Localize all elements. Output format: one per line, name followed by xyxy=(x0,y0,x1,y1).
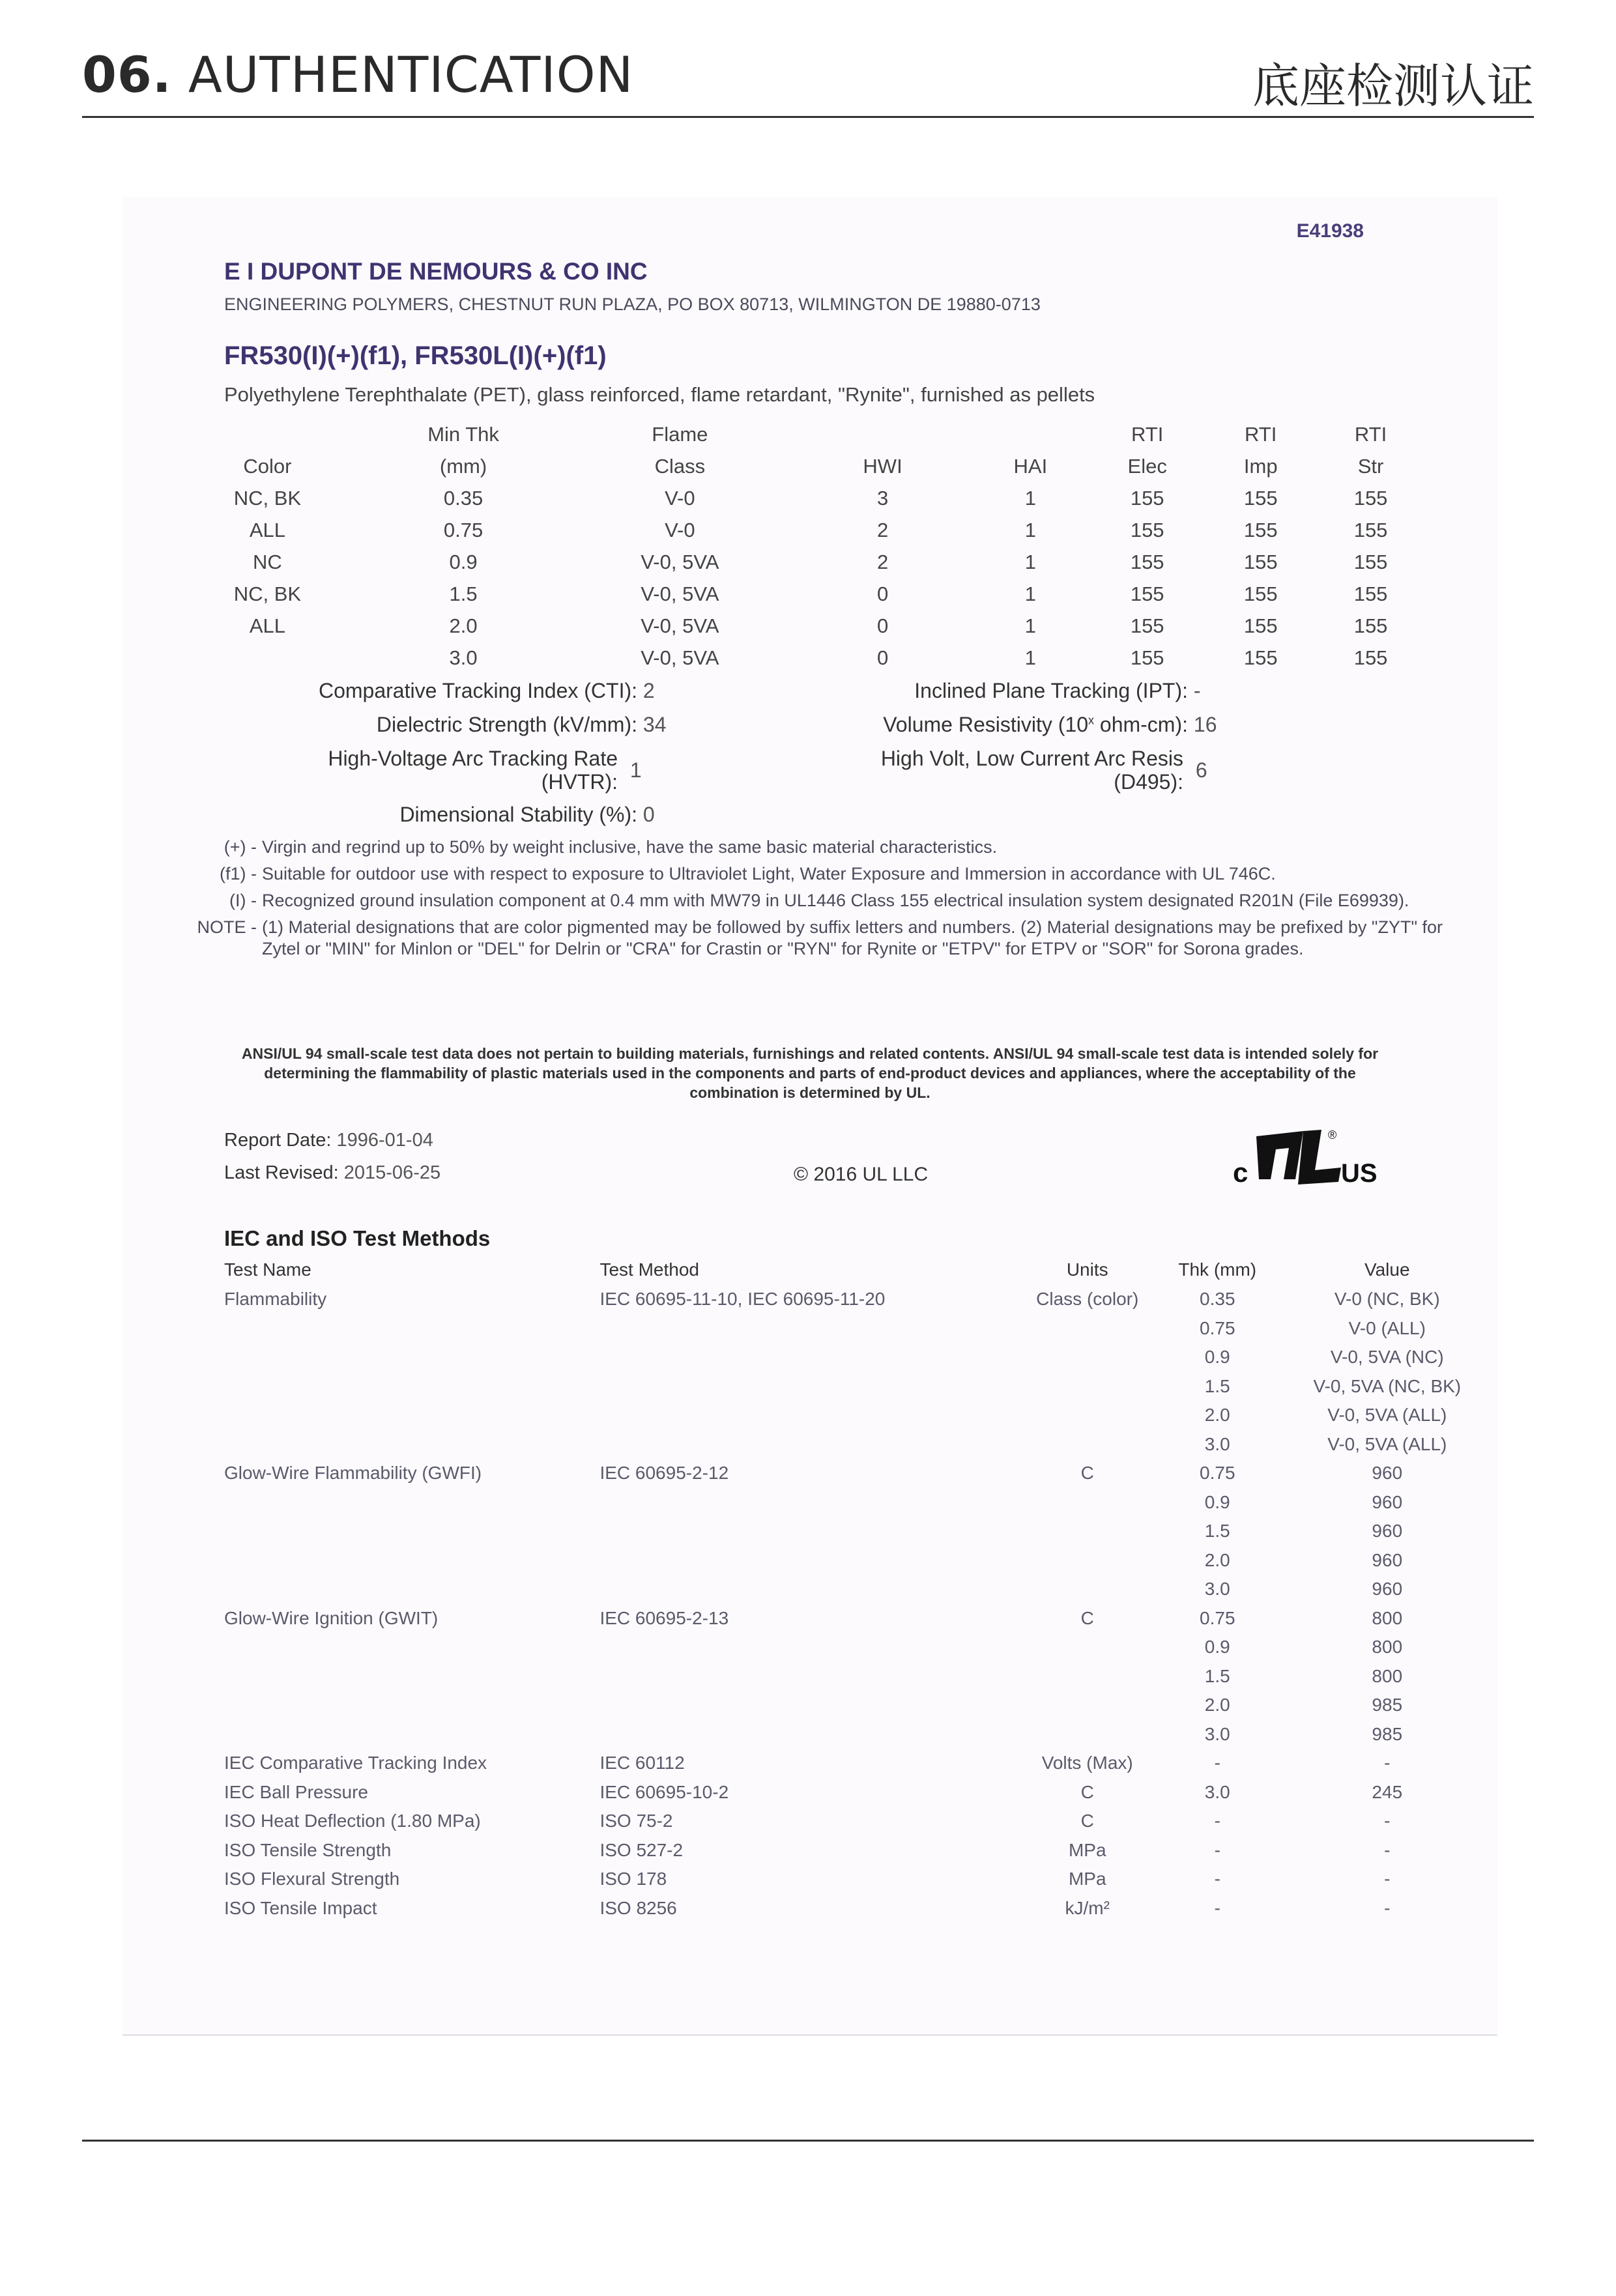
iec-table-cell xyxy=(224,1633,599,1662)
iec-table-header-cell: Test Method xyxy=(599,1259,699,1280)
material-table-cell: 155 xyxy=(1353,646,1388,669)
material-table-cell: 0.35 xyxy=(443,486,483,509)
iec-table-cell: - xyxy=(1214,1897,1220,1918)
svg-text:c: c xyxy=(1233,1157,1248,1188)
material-table-cell: 1 xyxy=(1024,614,1036,637)
iec-table-row xyxy=(224,1401,1488,1430)
material-table-cell: 3 xyxy=(876,486,889,509)
iec-table-cell: 960 xyxy=(1372,1549,1403,1570)
prop-ipt xyxy=(123,679,1426,703)
section-title-cn: 底座检测认证 xyxy=(1252,59,1534,113)
material-table-cell: ALL xyxy=(249,614,285,637)
ul94-disclaimer: ANSI/UL 94 small-scale test data does not pertain to building materials, furnishings and related contents. ANSI/UL 94 small-scale test data is intended solely for determining the flammability of plastic materials used in the components and parts of end-product devices and appliances, where the acceptability of the combination is determined by UL. xyxy=(241,1045,1379,1101)
note-insulation: (I) - Recognized ground insulation component at 0.4 mm with MW79 in UL1446 Class 155 electrical insulation system designated R201N (File E69939). xyxy=(229,891,1409,910)
material-table-header-cell: Imp xyxy=(1243,454,1278,478)
iec-table-cell xyxy=(224,1517,599,1546)
material-table-header-cell: (mm) xyxy=(439,454,487,478)
prop-arc-resistance xyxy=(123,747,1426,794)
iec-table-row xyxy=(224,1430,1488,1459)
iec-table-cell xyxy=(1026,1430,1149,1459)
material-table-header-cell: RTI xyxy=(1354,422,1387,446)
iec-table-cell: V-0 (ALL) xyxy=(1348,1317,1426,1338)
iec-table-cell: 0.9 xyxy=(1204,1491,1230,1512)
iec-table-cell: Glow-Wire Flammability (GWFI) xyxy=(224,1463,482,1484)
prop-value: 1 xyxy=(629,758,642,782)
last-revised: Last Revised: 2015-06-25 xyxy=(224,1162,441,1183)
iec-table-cell: IEC Ball Pressure xyxy=(224,1781,368,1802)
material-table-cell: V-0, 5VA xyxy=(641,582,719,605)
iec-table-cell: IEC 60695-2-12 xyxy=(599,1463,729,1484)
iec-table-cell: - xyxy=(1384,1897,1391,1918)
iec-table-cell: 0.75 xyxy=(1200,1463,1235,1484)
iec-table-header-row xyxy=(224,1255,1488,1285)
iec-table-cell xyxy=(1026,1720,1149,1749)
iec-table-cell: 800 xyxy=(1372,1607,1403,1628)
note-virgin: (+) - Virgin and regrind up to 50% by weight inclusive, have the same basic material characteristics. xyxy=(224,837,998,857)
iec-table-row xyxy=(224,1314,1488,1343)
iec-table-row xyxy=(224,1343,1488,1372)
material-table-header-cell: HWI xyxy=(863,454,902,478)
material-table-header-cell: Color xyxy=(243,454,292,478)
material-table-row xyxy=(175,514,1426,546)
prop-label: Comparative Tracking Index (CTI): xyxy=(318,679,637,702)
page-header xyxy=(82,39,1534,118)
material-table-header-cell xyxy=(793,418,972,450)
iec-table-cell xyxy=(599,1633,1026,1662)
prop-label: Dielectric Strength (kV/mm): xyxy=(376,713,637,736)
iec-table-cell: Flammability xyxy=(224,1289,327,1310)
iec-table-row xyxy=(224,1459,1488,1488)
file-number: E41938 xyxy=(1296,220,1364,242)
prop-value: 34 xyxy=(642,713,667,736)
iec-table-cell: V-0, 5VA (NC, BK) xyxy=(1313,1375,1462,1396)
iec-table-cell xyxy=(599,1372,1026,1401)
iec-table-cell: 0.9 xyxy=(1204,1347,1230,1368)
iec-table-cell xyxy=(599,1691,1026,1720)
iec-table-row xyxy=(224,1807,1488,1836)
iec-table-cell: ISO 75-2 xyxy=(599,1811,673,1831)
iec-table-cell: Volts (Max) xyxy=(1041,1753,1133,1773)
iec-table-cell: 3.0 xyxy=(1204,1579,1230,1600)
material-table-cell: 155 xyxy=(1130,550,1164,573)
iec-table-cell xyxy=(599,1575,1026,1604)
iec-table-row xyxy=(224,1546,1488,1575)
iec-table-cell: ISO Tensile Impact xyxy=(224,1897,377,1918)
iec-table-cell: 960 xyxy=(1372,1491,1403,1512)
iec-table-cell: 2.0 xyxy=(1204,1695,1230,1715)
iec-table-cell: 1.5 xyxy=(1204,1521,1230,1542)
prop-volume-resistivity xyxy=(123,713,1426,737)
iec-table-cell: V-0 (NC, BK) xyxy=(1334,1289,1440,1310)
iec-table-cell: 245 xyxy=(1372,1781,1403,1802)
iec-table-cell xyxy=(1026,1517,1149,1546)
iec-iso-table xyxy=(224,1255,1488,1923)
material-table-cell: V-0 xyxy=(665,518,695,541)
iec-table-cell xyxy=(224,1575,599,1604)
iec-table-cell: 2.0 xyxy=(1204,1405,1230,1426)
iec-table-cell xyxy=(599,1662,1026,1691)
material-table-cell: 0.9 xyxy=(449,550,478,573)
material-table-cell: 0.75 xyxy=(443,518,483,541)
iec-table-cell: V-0, 5VA (ALL) xyxy=(1327,1433,1447,1454)
ul-recognized-mark xyxy=(1230,1125,1387,1190)
material-table-cell: 1.5 xyxy=(449,582,478,605)
material-table-row xyxy=(175,642,1426,674)
iec-table-row xyxy=(224,1488,1488,1517)
iec-table-cell: - xyxy=(1214,1869,1220,1889)
notes xyxy=(188,837,1478,965)
iec-table-cell: IEC 60695-11-10, IEC 60695-11-20 xyxy=(599,1289,886,1310)
iec-table-cell: 1.5 xyxy=(1204,1665,1230,1686)
iec-table-row xyxy=(224,1575,1488,1604)
prop-label-cont: (D495): xyxy=(1114,770,1183,794)
iec-table-cell xyxy=(1026,1488,1149,1517)
material-table-cell: V-0 xyxy=(665,486,695,509)
iec-table-cell: IEC Comparative Tracking Index xyxy=(224,1753,487,1773)
iec-table-cell: ISO 527-2 xyxy=(599,1839,684,1860)
material-table-cell: 155 xyxy=(1130,646,1164,669)
iec-table-header-cell: Test Name xyxy=(224,1259,311,1280)
material-table-cell: 155 xyxy=(1130,486,1164,509)
prop-label: High Volt, Low Current Arc Resis xyxy=(880,747,1183,770)
iec-table-cell: IEC 60695-2-13 xyxy=(599,1607,729,1628)
material-table-cell: 1 xyxy=(1024,646,1036,669)
iec-table-cell: 2.0 xyxy=(1204,1549,1230,1570)
material-table-header-cell: HAI xyxy=(1013,454,1048,478)
iec-table-cell xyxy=(599,1546,1026,1575)
material-table-header-row xyxy=(175,418,1426,450)
iec-table-cell: 985 xyxy=(1372,1723,1403,1744)
svg-text:®: ® xyxy=(1328,1128,1337,1141)
prop-label-cont: (HVTR): xyxy=(541,770,618,794)
iec-table-cell xyxy=(1026,1662,1149,1691)
material-table-header-cell: Min Thk xyxy=(427,422,499,446)
material-table-cell: 2 xyxy=(876,550,889,573)
material-table-cell: ALL xyxy=(249,518,285,541)
iec-table-cell xyxy=(599,1430,1026,1459)
iec-table-cell xyxy=(599,1517,1026,1546)
material-table-header-row xyxy=(175,450,1426,482)
material-table-cell: 3.0 xyxy=(449,646,478,669)
iec-table-cell: 800 xyxy=(1372,1637,1403,1657)
product-description: Polyethylene Terephthalate (PET), glass reinforced, flame retardant, "Rynite", furnished as pellets xyxy=(224,383,1095,406)
iec-table-cell xyxy=(224,1720,599,1749)
iec-table-cell: - xyxy=(1214,1811,1220,1831)
material-table-header-cell: Flame xyxy=(652,422,708,446)
iec-table-cell: V-0, 5VA (ALL) xyxy=(1327,1405,1447,1426)
material-table-cell: 0 xyxy=(876,614,889,637)
iec-table-cell: 0.75 xyxy=(1200,1317,1235,1338)
footer-rule xyxy=(82,2140,1534,2142)
iec-table-cell xyxy=(599,1488,1026,1517)
iec-table-cell xyxy=(224,1401,599,1430)
company-name: E I DUPONT DE NEMOURS & CO INC xyxy=(224,258,648,285)
material-table-cell: 1 xyxy=(1024,518,1036,541)
iec-table-row xyxy=(224,1372,1488,1401)
iec-table-cell: ISO 178 xyxy=(599,1869,667,1889)
prop-label: High-Voltage Arc Tracking Rate xyxy=(328,747,618,770)
material-table-row xyxy=(175,610,1426,642)
iec-table-cell: 1.5 xyxy=(1204,1375,1230,1396)
iec-table-cell: Glow-Wire Ignition (GWIT) xyxy=(224,1607,439,1628)
material-table-header-cell xyxy=(972,418,1089,450)
iec-table-cell xyxy=(224,1488,599,1517)
iec-table-row xyxy=(224,1778,1488,1807)
material-table-cell: NC xyxy=(253,550,282,573)
note-designations: NOTE - (1) Material designations that are color pigmented may be followed by suffix letters and numbers. (2) Material designations may be prefixed by "ZYT" for Zytel or "MIN" for Minlon or "DEL" for Delrin or "CRA" for Crastin or "RYN" for Rynite or "ETPV" for ETPV or "SOR" for Sorona grades. xyxy=(197,917,1443,958)
material-table-cell: 2.0 xyxy=(449,614,478,637)
iec-table-cell: 0.9 xyxy=(1204,1637,1230,1657)
material-table-cell: 155 xyxy=(1353,614,1388,637)
iec-table-cell: C xyxy=(1080,1607,1094,1628)
iec-table-cell: Class (color) xyxy=(1036,1289,1139,1310)
material-table-cell: 2 xyxy=(876,518,889,541)
iec-table-cell xyxy=(1026,1343,1149,1372)
iec-table-cell xyxy=(224,1546,599,1575)
iec-table-header-cell: Thk (mm) xyxy=(1178,1259,1257,1280)
iec-table-cell xyxy=(599,1401,1026,1430)
material-table-header-cell xyxy=(175,418,360,450)
iec-table-cell xyxy=(224,1372,599,1401)
iec-table-row xyxy=(224,1285,1488,1314)
iec-table-cell xyxy=(224,1314,599,1343)
material-table-cell: 155 xyxy=(1243,646,1278,669)
iec-table-row xyxy=(224,1749,1488,1778)
iec-table-cell xyxy=(1026,1575,1149,1604)
section-title xyxy=(82,46,633,104)
prop-value: - xyxy=(1193,679,1201,702)
iec-table-cell: - xyxy=(1384,1753,1391,1773)
iec-table-row xyxy=(224,1691,1488,1720)
prop-label: Dimensional Stability (%): xyxy=(399,803,637,826)
iec-table-cell xyxy=(1026,1691,1149,1720)
material-table-cell: V-0, 5VA xyxy=(641,646,719,669)
material-table-cell: NC, BK xyxy=(233,582,302,605)
iec-table-cell: ISO Tensile Strength xyxy=(224,1839,392,1860)
product-name: FR530(I)(+)(f1), FR530L(I)(+)(f1) xyxy=(224,341,607,370)
iec-table-row xyxy=(224,1662,1488,1691)
iec-table-cell: - xyxy=(1214,1753,1220,1773)
iec-table-header-cell: Value xyxy=(1364,1259,1410,1280)
material-table-cell: 155 xyxy=(1130,582,1164,605)
material-table-header-cell: RTI xyxy=(1131,422,1164,446)
iec-table-cell: C xyxy=(1080,1463,1094,1484)
material-table-cell xyxy=(175,642,360,674)
company-address: ENGINEERING POLYMERS, CHESTNUT RUN PLAZA, PO BOX 80713, WILMINGTON DE 19880-0713 xyxy=(224,294,1041,314)
material-table-cell: 1 xyxy=(1024,582,1036,605)
prop-value: 6 xyxy=(1195,758,1207,782)
iec-table-cell: 3.0 xyxy=(1204,1781,1230,1802)
certificate-document xyxy=(123,197,1497,2036)
iec-table-row xyxy=(224,1517,1488,1546)
note-outdoor: (f1) - Suitable for outdoor use with respect to exposure to Ultraviolet Light, Water Exposure and Immersion in accordance with UL 746C. xyxy=(220,864,1276,883)
iec-table-cell xyxy=(599,1314,1026,1343)
iec-table-cell: ISO Flexural Strength xyxy=(224,1869,400,1889)
iec-table-cell: kJ/m² xyxy=(1065,1897,1110,1918)
material-table-cell: V-0, 5VA xyxy=(641,614,719,637)
material-table-cell: 155 xyxy=(1353,550,1388,573)
material-table-cell: 1 xyxy=(1024,550,1036,573)
iec-table-cell: 0.35 xyxy=(1200,1289,1235,1310)
iec-table-cell: - xyxy=(1214,1839,1220,1860)
iec-table-cell xyxy=(1026,1314,1149,1343)
material-table-cell: 155 xyxy=(1130,518,1164,541)
copyright: © 2016 UL LLC xyxy=(794,1164,929,1185)
iec-table-cell xyxy=(224,1662,599,1691)
iec-table-cell: 3.0 xyxy=(1204,1723,1230,1744)
material-table-cell: 155 xyxy=(1353,582,1388,605)
iec-table-row xyxy=(224,1604,1488,1633)
iec-table-cell xyxy=(1026,1401,1149,1430)
iec-table-cell: - xyxy=(1384,1811,1391,1831)
iec-table-cell xyxy=(1026,1546,1149,1575)
material-table-cell: 155 xyxy=(1353,486,1388,509)
prop-value: 0 xyxy=(642,803,655,826)
iec-table-cell: 960 xyxy=(1372,1463,1403,1484)
section-title-text: AUTHENTICATION xyxy=(188,46,634,104)
iec-table-cell: - xyxy=(1384,1869,1391,1889)
iec-table-cell: MPa xyxy=(1068,1869,1106,1889)
iec-table-cell xyxy=(1026,1633,1149,1662)
iec-table-cell xyxy=(599,1720,1026,1749)
iec-table-cell xyxy=(224,1343,599,1372)
iec-table-row xyxy=(224,1633,1488,1662)
iec-table-cell xyxy=(224,1691,599,1720)
iec-table-cell: V-0, 5VA (NC) xyxy=(1330,1347,1444,1368)
iec-table-header-cell: Units xyxy=(1066,1259,1108,1280)
material-table-cell: 155 xyxy=(1243,582,1278,605)
material-table-cell: 155 xyxy=(1243,614,1278,637)
material-table-cell: 155 xyxy=(1130,614,1164,637)
material-table-header-cell: RTI xyxy=(1245,422,1277,446)
iec-table-cell: C xyxy=(1080,1781,1094,1802)
iec-table-cell: C xyxy=(1080,1811,1094,1831)
report-date: Report Date: 1996-01-04 xyxy=(224,1130,433,1151)
prop-dimensional xyxy=(123,803,761,827)
material-table-cell: 0 xyxy=(876,646,889,669)
svg-text:US: US xyxy=(1341,1159,1378,1188)
iec-table-cell: ISO 8256 xyxy=(599,1897,677,1918)
iec-table-cell xyxy=(224,1430,599,1459)
prop-label: Volume Resistivity (10$^x$ ohm-cm): xyxy=(883,713,1188,736)
material-table-cell: 155 xyxy=(1243,518,1278,541)
material-table xyxy=(175,418,1426,674)
iec-table-cell: ISO Heat Deflection (1.80 MPa) xyxy=(224,1811,481,1831)
material-table-cell: 1 xyxy=(1024,486,1036,509)
iec-table-row xyxy=(224,1894,1488,1923)
iec-table-cell: - xyxy=(1384,1839,1391,1860)
prop-value: 2 xyxy=(642,679,655,702)
prop-value: 16 xyxy=(1193,713,1217,736)
iec-table-cell: 0.75 xyxy=(1200,1607,1235,1628)
material-table-header-cell: Str xyxy=(1357,454,1384,478)
material-table-row xyxy=(175,578,1426,610)
material-table-header-cell: Class xyxy=(654,454,706,478)
material-table-cell: V-0, 5VA xyxy=(641,550,719,573)
iec-table-cell xyxy=(1026,1372,1149,1401)
iec-table-row xyxy=(224,1865,1488,1894)
iec-iso-title: IEC and ISO Test Methods xyxy=(224,1226,491,1250)
iec-table-cell: MPa xyxy=(1068,1839,1106,1860)
iec-table-cell: IEC 60112 xyxy=(599,1753,685,1773)
iec-table-cell: 800 xyxy=(1372,1665,1403,1686)
material-table-header-cell: Elec xyxy=(1127,454,1167,478)
iec-table-cell: 985 xyxy=(1372,1695,1403,1715)
material-table-row xyxy=(175,546,1426,578)
section-number: 06. xyxy=(82,46,172,104)
iec-table-row xyxy=(224,1720,1488,1749)
iec-table-cell: 960 xyxy=(1372,1521,1403,1542)
material-table-cell: 155 xyxy=(1353,518,1388,541)
material-table-row xyxy=(175,482,1426,514)
material-table-cell: 155 xyxy=(1243,550,1278,573)
material-table-cell: NC, BK xyxy=(233,486,302,509)
iec-table-cell: 960 xyxy=(1372,1579,1403,1600)
material-table-cell: 0 xyxy=(876,582,889,605)
iec-table-cell xyxy=(599,1343,1026,1372)
iec-table-cell: IEC 60695-10-2 xyxy=(599,1781,729,1802)
iec-table-cell: 3.0 xyxy=(1204,1433,1230,1454)
iec-table-row xyxy=(224,1836,1488,1865)
material-table-cell: 155 xyxy=(1243,486,1278,509)
prop-label: Inclined Plane Tracking (IPT): xyxy=(914,679,1188,702)
